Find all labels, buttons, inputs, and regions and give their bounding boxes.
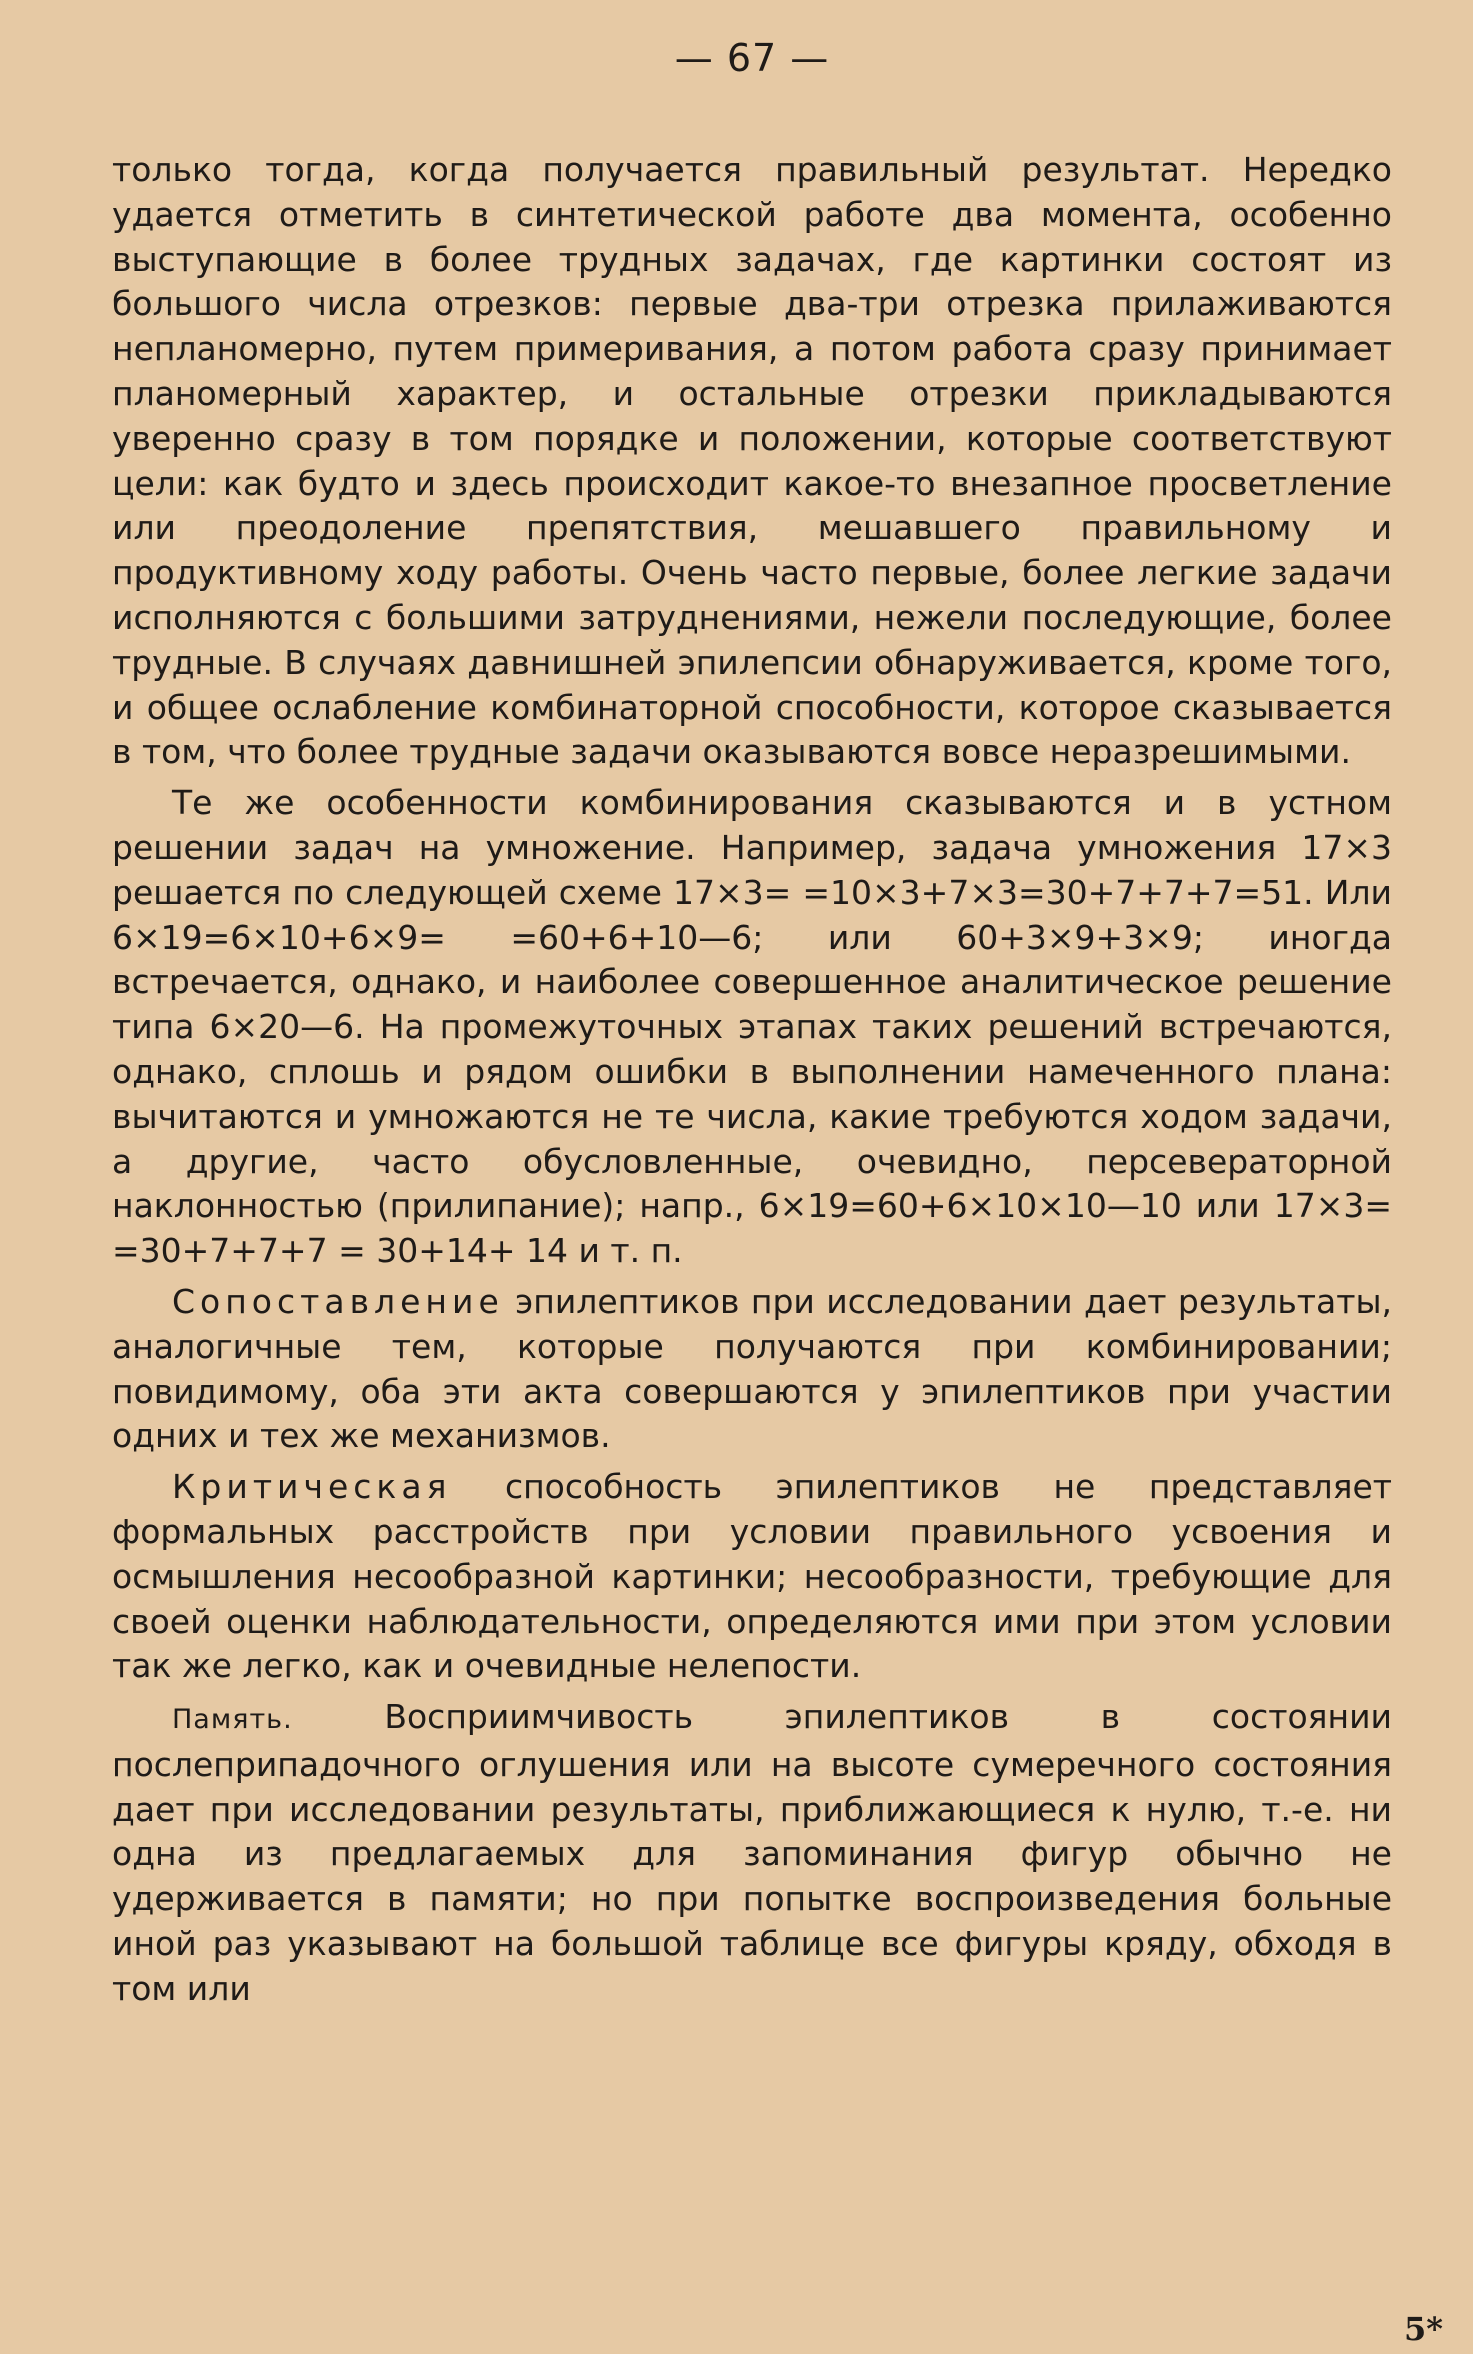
paragraph-5-lead: Память. [172,1704,293,1736]
paragraph-4-text: способность эпилептиков не представляет формальных расстройств при условии правильного усвоения и осмышления несообразной картинки; несообразности, требующие для своей оценки наблюдательности, определяются ими при этом условии так же легко, как и очевидные нелепости. [112,1467,1392,1686]
paragraph-2: Те же особенности комбинирования сказываются и в устном решении задач на умножение. Например, задача умножения 17×3 решается по следующей схеме 17×3= =10×3+7×3=30+7+7+7=51. Или 6×19=6×10+6×9= =60+6+10—6; или 60+3×9+3×9; иногда встречается, однако, и наиболее совершенное аналитическое решение типа 6×20—6. На промежуточных этапах таких решений встречаются, однако, сплошь и рядом ошибки в выполнении намеченного плана: вычитаются и умножаются не те числа, какие требуются ходом задачи, а другие, часто обусловленные, очевидно, персевераторной наклонностью (прилипание); напр., 6×19=60+6×10×10—10 или 17×3= =30+7+7+7 = 30+14+ 14 и т. п. [112,783,1392,1271]
page-number: — 67 — [674,36,830,80]
book-page [112,28,1392,2328]
signature-mark: 5* [1404,2310,1443,2348]
paragraph-3-text: эпилептиков при исследовании дает результаты, аналогичные тем, которые получаются при комбинировании; повидимому, оба эти акта совершаются у эпилептиков при участии одних и тех же механизмов. [112,1281,1392,1456]
paragraph-3-lead: Сопоставление [172,1281,504,1321]
paragraph-1: только тогда, когда получается правильный результат. Нередко удается отметить в синтетической работе два момента, особенно выступающие в более трудных задачах, где картинки состоят из большого числа отрезков: первые два-три отрезка прилаживаются непланомерно, путем примеривания, а потом работа сразу принимает планомерный характер, и остальные отрезки прикладываются уверенно сразу в том порядке и положении, которые соответствуют цели: как будто и здесь происходит какое-то внезапное просветление или преодоление препятствия, мешавшего правильному и продуктивному ходу работы. Очень часто первые, более легкие задачи исполняются с большими затруднениями, нежели последующие, более трудные. В случаях давнишней эпилепсии обнаруживается, кроме того, и общее ослабление комбинаторной способности, которое сказывается в том, что более трудные задачи оказываются вовсе неразрешимыми. [112,150,1392,772]
paragraph-4 [112,1465,1392,1689]
paragraph-3 [112,1280,1392,1459]
paragraph-4-lead: Критическая [172,1467,452,1507]
paragraph-5-text: Восприимчивость эпилептиков в состоянии послеприпадочного оглушения или на высоте сумеречного состояния дает при исследовании результаты, приближающиеся к нулю, т.-е. ни одна из предлагаемых для запоминания фигур обычно не удерживается в памяти; но при попытке воспроизведения больные иной раз указывают на большой таблице все фигуры кряду, обходя в том или [112,1697,1392,2008]
body-text [112,148,1392,2012]
paragraph-5 [112,1695,1392,2012]
